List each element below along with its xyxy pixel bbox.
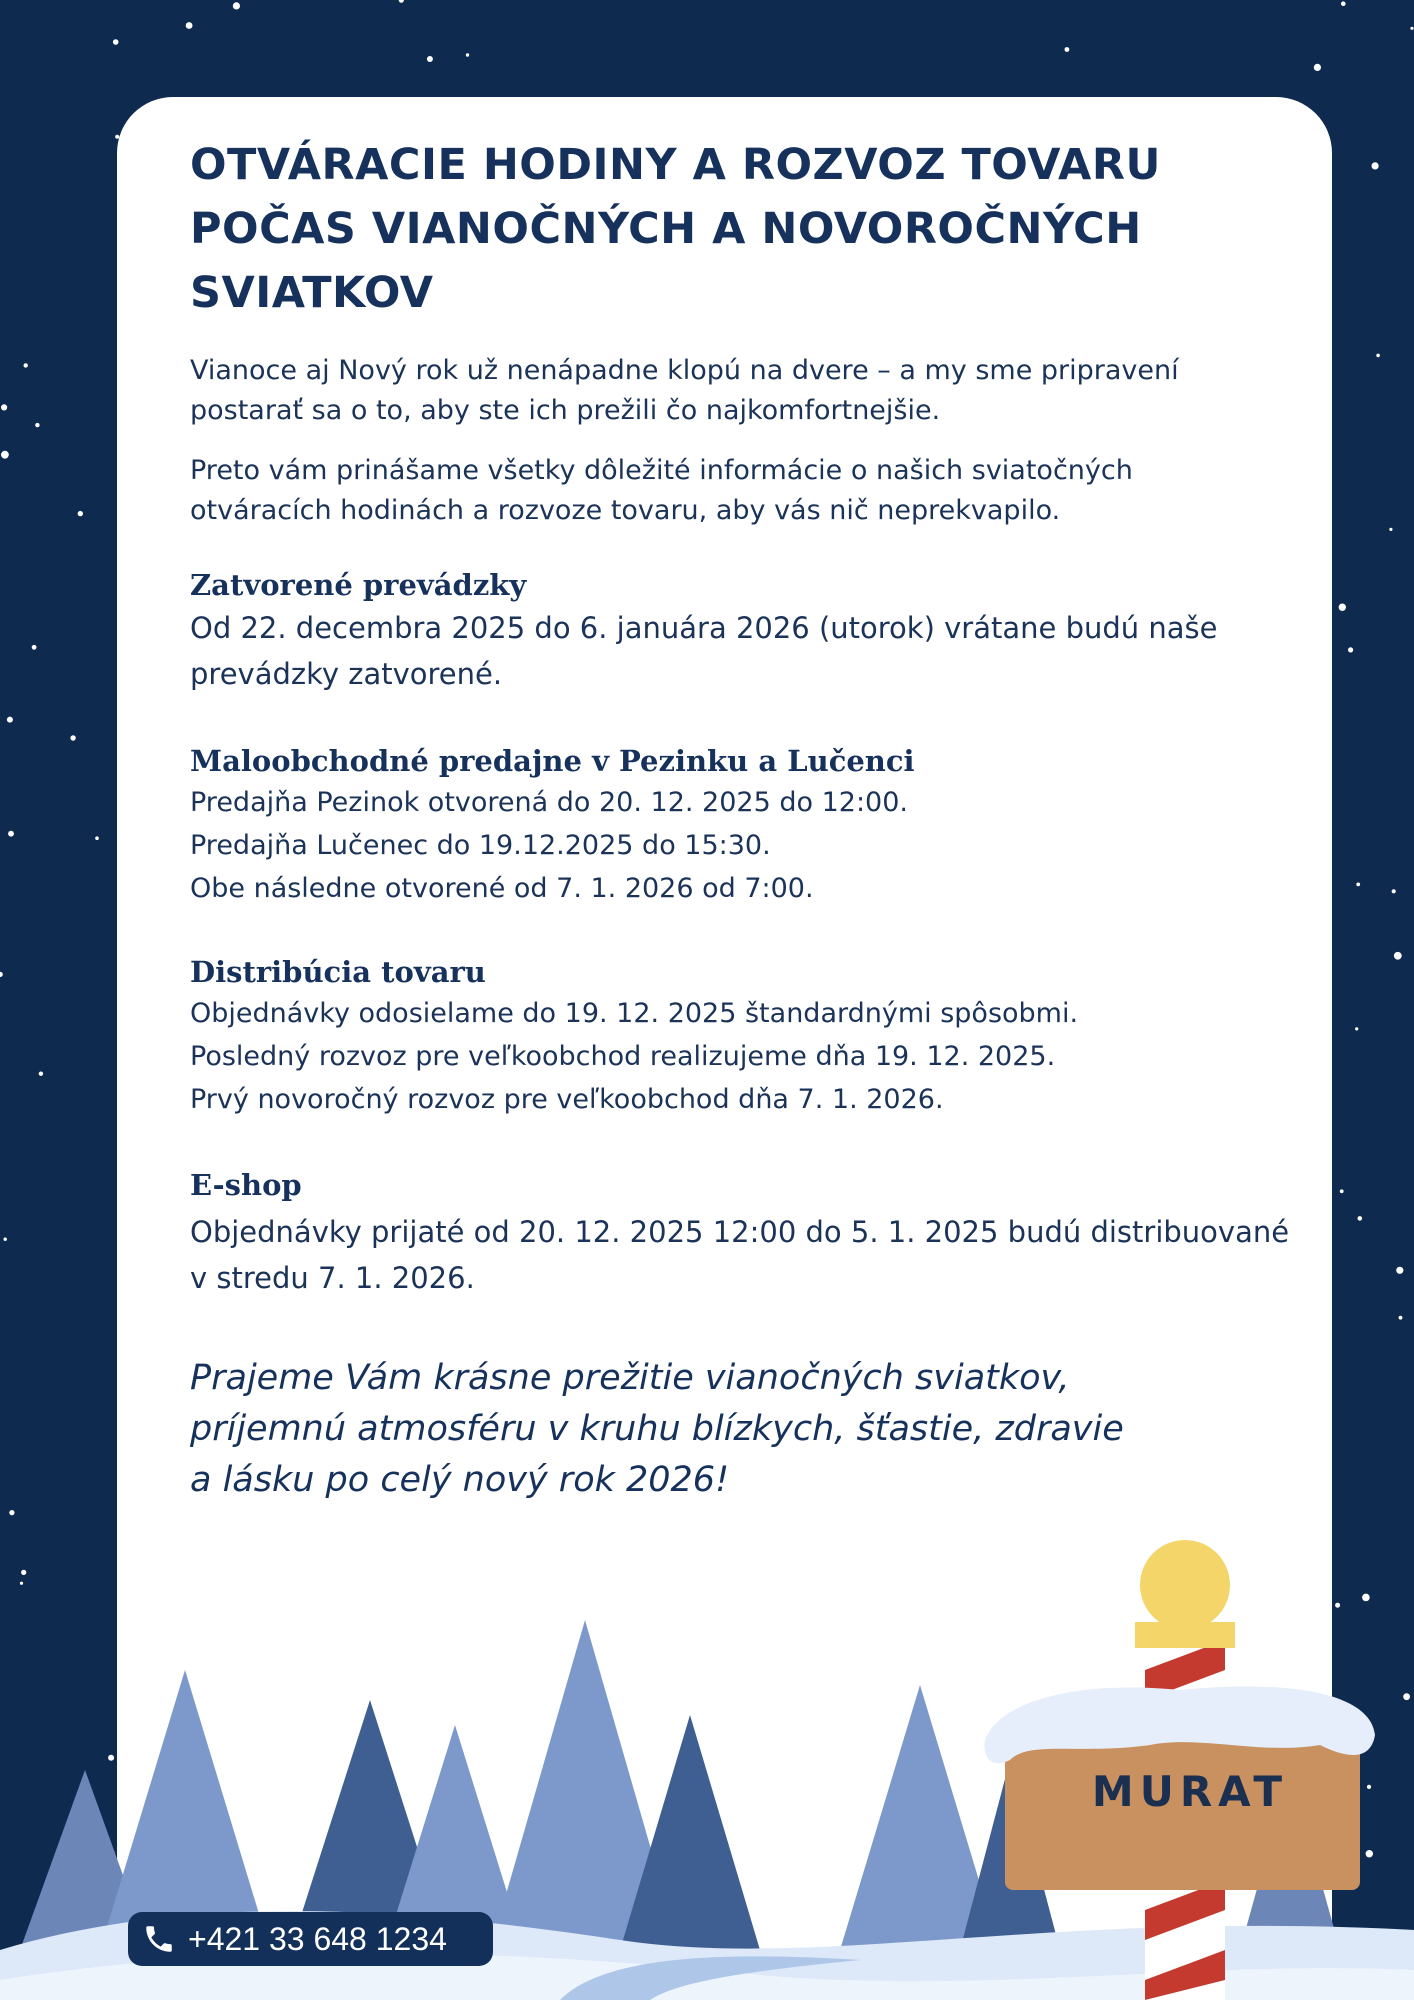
intro-line: Preto vám prinášame všetky dôležité informácie o našich sviatočných	[190, 455, 1133, 486]
section-line: Obe následne otvorené od 7. 1. 2026 od 7:00.	[190, 873, 814, 904]
intro-line: Vianoce aj Nový rok už nenápadne klopú na dvere – a my sme pripravení	[190, 355, 1179, 386]
intro-text	[190, 351, 1280, 531]
section-title: Distribúcia tovaru	[190, 955, 486, 989]
section-body	[190, 992, 1280, 1121]
snowflake	[1356, 883, 1360, 887]
section-title: Maloobchodné predajne v Pezinku a Lučenci	[190, 744, 915, 778]
section-retail-stores	[190, 741, 1280, 910]
snowflake	[233, 2, 240, 9]
section-title: E-shop	[190, 1168, 302, 1202]
snowflake	[1340, 1189, 1344, 1193]
section-body	[190, 781, 1280, 910]
title-line-3: SVIATKOV	[190, 268, 434, 318]
phone-number: +421 33 648 1234	[188, 1920, 447, 1957]
section-body	[190, 1209, 1290, 1301]
snowflake	[0, 972, 3, 977]
snowflake	[78, 511, 83, 516]
phone-contact[interactable]	[128, 1912, 493, 1966]
title-line-1: OTVÁRACIE HODINY A ROZVOZ TOVARU	[190, 140, 1161, 190]
phone-icon	[142, 1922, 176, 1956]
section-line: Predajňa Lučenec do 19.12.2025 do 15:30.	[190, 830, 771, 861]
signpost-ball	[1140, 1540, 1230, 1630]
snowflake	[1399, 1316, 1403, 1320]
section-body	[190, 605, 1280, 697]
section-line: prevádzky zatvorené.	[190, 657, 503, 691]
snowflake	[1372, 162, 1379, 169]
snowflake	[113, 39, 119, 45]
section-line: Objednávky prijaté od 20. 12. 2025 12:00 do 5. 1. 2025 budú distribuované	[190, 1215, 1290, 1249]
snowflake	[8, 831, 14, 837]
snowflake	[3, 1238, 6, 1241]
snowflake	[1392, 889, 1396, 893]
snowflake	[95, 836, 99, 840]
snowflake	[70, 735, 75, 740]
snowflake	[466, 53, 469, 56]
snowflake	[1410, 27, 1413, 30]
snowflake	[399, 0, 404, 3]
intro-line: postarať sa o to, aby ste ich prežili čo najkomfortnejšie.	[190, 395, 941, 426]
snowflake	[427, 56, 433, 62]
snowflake	[7, 717, 13, 723]
section-distribution	[190, 952, 1280, 1121]
section-title: Zatvorené prevádzky	[190, 568, 527, 602]
section-line: v stredu 7. 1. 2026.	[190, 1261, 475, 1295]
snowflake	[24, 363, 28, 367]
snowflake	[1, 404, 7, 410]
section-line: Predajňa Pezinok otvorená do 20. 12. 2025 do 12:00.	[190, 787, 908, 818]
section-eshop	[190, 1165, 1290, 1301]
snowflake	[1348, 647, 1353, 652]
snowflake	[1355, 1027, 1358, 1030]
snowflake	[1339, 604, 1346, 611]
page-title	[190, 133, 1280, 325]
section-line: Objednávky odosielame do 19. 12. 2025 štandardnými spôsobmi.	[190, 998, 1079, 1029]
closing-line: a lásku po celý nový rok 2026!	[190, 1460, 730, 1500]
snowflake	[1396, 1267, 1403, 1274]
snowflake	[1358, 1216, 1363, 1221]
pine-tree	[100, 1670, 270, 1950]
closing-line: Prajeme Vám krásne prežitie vianočných sviatkov,	[190, 1358, 1070, 1398]
snowflake	[1314, 64, 1321, 71]
closing-wishes	[190, 1353, 1280, 1506]
snowflake	[1376, 354, 1380, 358]
snowflake	[9, 1510, 14, 1515]
section-closed-stores	[190, 565, 1280, 697]
card-content	[190, 133, 1290, 1506]
snowflake	[1394, 952, 1402, 960]
section-line: Prvý novoročný rozvoz pre veľkoobchod dňa 7. 1. 2026.	[190, 1084, 944, 1115]
snowflake	[1341, 1, 1346, 6]
snowflake	[1065, 47, 1070, 52]
snowflake	[39, 1072, 43, 1076]
snowflake	[1389, 528, 1392, 531]
section-line: Posledný rozvoz pre veľkoobchod realizujeme dňa 19. 12. 2025.	[190, 1041, 1056, 1072]
intro-line: otváracích hodinách a rozvoze tovaru, aby vás nič neprekvapilo.	[190, 495, 1061, 526]
logo-text: MURAT	[1091, 1768, 1289, 1812]
section-line: Od 22. decembra 2025 do 6. januára 2026 (utorok) vrátane budú naše	[190, 611, 1218, 645]
snowflake	[186, 22, 193, 29]
title-line-2: POČAS VIANOČNÝCH A NOVOROČNÝCH	[190, 204, 1142, 254]
snowflake	[1, 451, 9, 459]
murat-logo	[1060, 1768, 1320, 1812]
closing-line: príjemnú atmosféru v kruhu blízkych, šťastie, zdravie	[190, 1409, 1124, 1449]
snowflake	[35, 423, 39, 427]
snowflake	[32, 645, 37, 650]
